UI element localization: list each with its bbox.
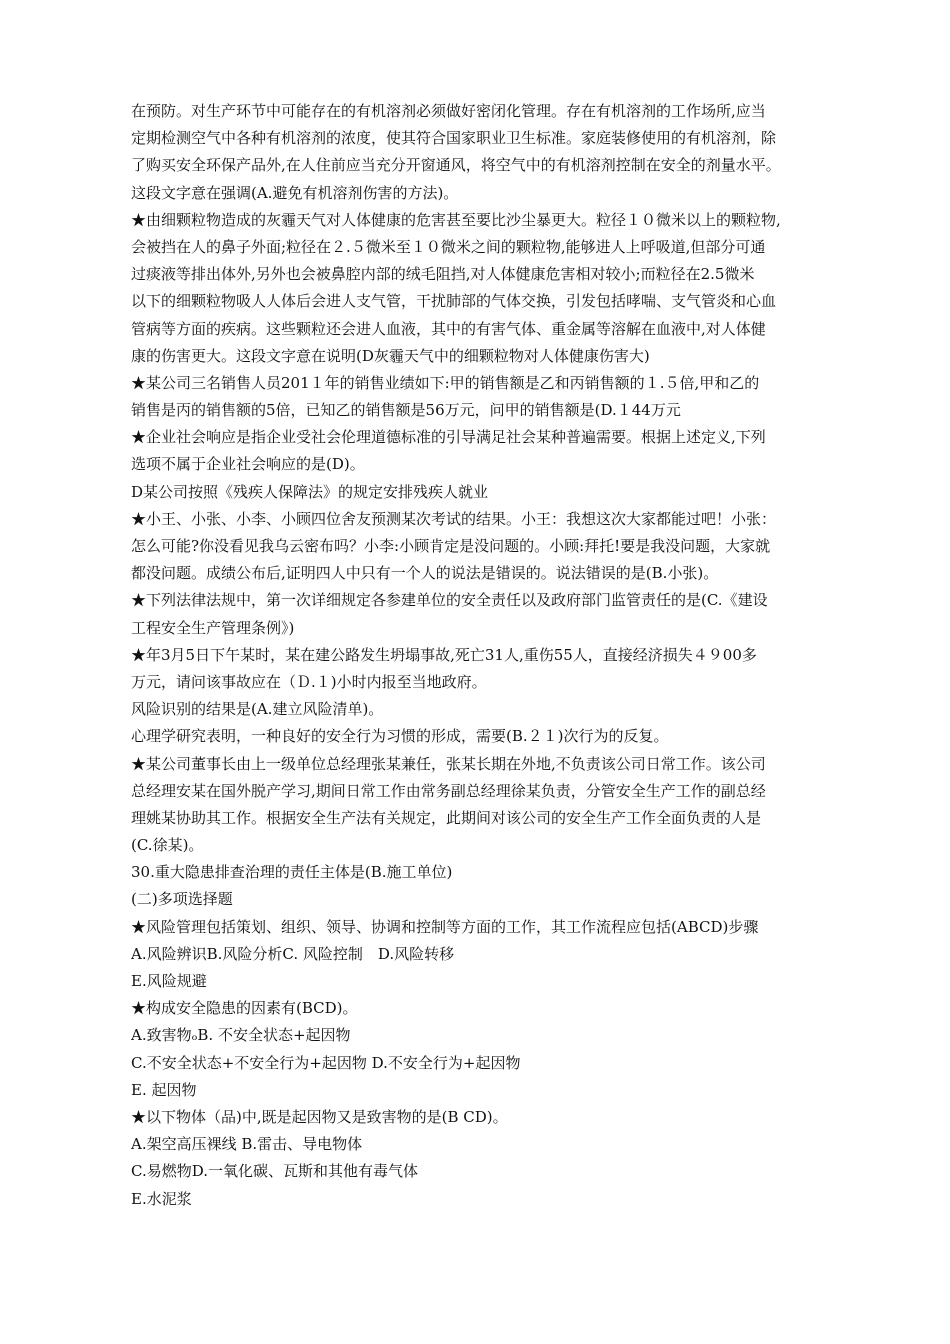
text-line: 会被挡在人的鼻子外面;粒径在２.５微米至１０微米之间的颗粒物,能够进人上呼吸道,但部分可通: [131, 237, 766, 256]
text-line: 在预防。对生产环节中可能存在的有机溶剂必须做好密闭化管理。存在有机溶剂的工作场所,应当: [131, 102, 766, 120]
text-line: ★构成安全隐患的因素有(BCD)。: [131, 999, 358, 1018]
text-line: 这段文字意在强调(A.避免有机溶剂伤害的方法)。: [131, 183, 459, 202]
text-line: 万元，请问该事故应在（Ｄ.１)小时内报至当地政府。: [131, 672, 487, 691]
text-line: 过痰液等排出体外,另外也会被鼻腔内部的绒毛阻挡,对人体健康危害相对较小;而粒径在2.5微米: [131, 265, 755, 284]
text-line: 定期检测空气中各种有机溶剂的浓度，使其符合国家职业卫生标准。家庭装修使用的有机溶剂，除: [131, 129, 777, 148]
text-line: 管病等方面的疾病。这些颗粒还会进人血液，其中的有害气体、重金属等溶解在血液中,对人体健: [131, 319, 766, 338]
document-body: [131, 98, 831, 1213]
text-line: ★小王、小张、小李、小顾四位舍友预测某次考试的结果。小王：我想这次大家都能过吧！小张：: [131, 509, 777, 528]
text-line: ★下列法律法规中，第一次详细规定各参建单位的安全责任以及政府部门监管责任的是(C.《建设: [131, 591, 768, 610]
text-line: D某公司按照《残疾人保障法》的规定安排残疾人就业: [131, 482, 489, 501]
text-line: 以下的细颗粒物吸人人体后会进人支气管，干扰肺部的气体交换，引发包括哮喘、支气管炎和心血: [131, 292, 777, 311]
option-line: A.风险辨识B.风险分析C. 风险控制 D.风险转移: [131, 944, 455, 963]
text-line: ★年3月5日下午某时，某在建公路发生坍塌事故,死亡31人,重伤55人，直接经济损失４９00多: [131, 645, 757, 664]
option-line: E.水泥浆: [131, 1189, 192, 1208]
text-line: 销售是丙的销售额的5倍，已知乙的销售额是56万元，问甲的销售额是(D.１44万元: [131, 401, 681, 420]
option-line: E. 起因物: [131, 1080, 197, 1099]
text-line: ★以下物体（品)中,既是起因物又是致害物的是(B CD)。: [131, 1107, 508, 1126]
section-heading: (二)多项选择题: [131, 890, 233, 909]
text-line: 总经理安某在国外脱产学习,期间日常工作由常务副总经理徐某负责，分管安全生产工作的副总经: [131, 781, 766, 800]
text-line: 30.重大隐患排查治理的责任主体是(B.施工单位): [131, 863, 453, 882]
text-line: 康的伤害更大。这段文字意在说明(D灰霾天气中的细颗粒物对人体健康伤害大): [131, 346, 650, 365]
text-line: 选项不属于企业社会响应的是(D)。: [131, 455, 365, 474]
text-line: 理姚某协助其工作。根据安全生产法有关规定，此期间对该公司的安全生产工作全面负责的人是: [131, 808, 762, 827]
text-line: 都没问题。成绩公布后,证明四人中只有一个人的说法是错误的。说法错误的是(B.小张)。: [131, 564, 719, 583]
option-line: A.致害物ₒB. 不安全状态+起因物: [131, 1026, 351, 1045]
option-line: C.易燃物D.一氧化碳、瓦斯和其他有毒气体: [131, 1162, 418, 1181]
text-line: 怎么可能?你没看见我乌云密布吗？小李:小顾肯定是没问题的。小顾:拜托!要是我没问题，大家就: [131, 537, 771, 555]
text-line: 工程安全生产管理条例》): [131, 618, 295, 637]
text-line: ★风险管理包括策划、组织、领导、协调和控制等方面的工作，其工作流程应包括(ABCD)步骤: [131, 917, 759, 936]
text-line: ★某公司三名销售人员201１年的销售业绩如下:甲的销售额是乙和丙销售额的１.５倍,甲和乙的: [131, 373, 760, 392]
text-line: ★某公司董事长由上一级单位总经理张某兼任，张某长期在外地,不负责该公司日常工作。该公司: [131, 754, 766, 773]
option-line: E.风险规避: [131, 972, 207, 990]
text-line: ★企业社会响应是指企业受社会伦理道德标准的引导满足社会某种普遍需要。根据上述定义,下列: [131, 428, 766, 447]
text-line: (C.徐某)。: [131, 836, 204, 855]
option-line: A.架空高压裸线 B.雷击、导电物体: [131, 1135, 363, 1154]
text-line: 心理学研究表明，一种良好的安全行为习惯的形成，需要(B.２１)次行为的反复。: [131, 727, 669, 746]
option-line: C.不安全状态+不安全行为+起因物 D.不安全行为+起因物: [131, 1053, 521, 1072]
text-line: ★由细颗粒物造成的灰霾天气对人体健康的危害甚至要比沙尘暴更大。粒径１０微米以上的颗粒物,: [131, 210, 781, 229]
text-line: 风险识别的结果是(A.建立风险清单)。: [131, 700, 384, 719]
text-line: 了购买安全环保产品外,在人住前应当充分开窗通风，将空气中的有机溶剂控制在安全的剂量水平。: [131, 156, 781, 175]
